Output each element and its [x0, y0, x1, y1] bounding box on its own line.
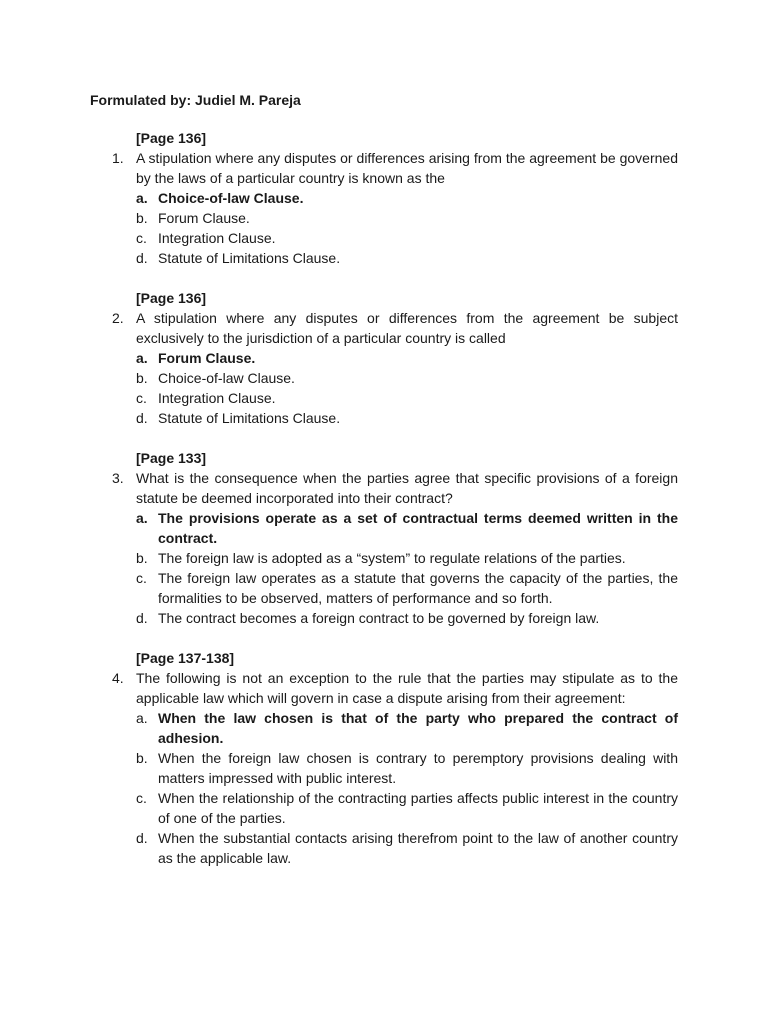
answer-option	[136, 248, 678, 268]
answer-option	[136, 748, 678, 788]
option-text: Statute of Limitations Clause.	[158, 410, 341, 426]
option-letter: d.	[136, 410, 148, 426]
question-number: 2.	[112, 310, 124, 326]
question-number: 3.	[112, 470, 124, 486]
question-list	[112, 128, 678, 888]
answer-option	[136, 368, 678, 388]
page-reference: [Page 136]	[136, 290, 207, 306]
question-block	[112, 128, 678, 268]
option-letter: b.	[136, 750, 148, 766]
question-stem	[112, 148, 678, 188]
option-text: When the substantial contacts arising therefrom point to the law of another country as the applicable law.	[158, 830, 678, 866]
option-letter: b.	[136, 550, 148, 566]
option-text: The contract becomes a foreign contract to be governed by foreign law.	[158, 610, 600, 626]
answer-options	[112, 348, 678, 428]
option-text: Integration Clause.	[158, 390, 276, 406]
question-stem	[112, 668, 678, 708]
correct-answer-option	[136, 188, 678, 208]
option-letter: d.	[136, 610, 148, 626]
answer-option	[136, 408, 678, 428]
option-letter: b.	[136, 210, 148, 226]
option-text: Choice-of-law Clause.	[158, 370, 295, 386]
option-letter: c.	[136, 570, 147, 586]
option-text: Statute of Limitations Clause.	[158, 250, 341, 266]
option-text: The provisions operate as a set of contractual terms deemed written in the contract.	[158, 510, 678, 546]
option-letter: c.	[136, 230, 147, 246]
correct-answer-option	[136, 508, 678, 548]
question-stem	[112, 308, 678, 348]
correct-answer-option	[136, 348, 678, 368]
page-reference: [Page 133]	[136, 450, 207, 466]
answer-option	[136, 388, 678, 408]
option-letter: d.	[136, 250, 148, 266]
author-line: Formulated by: Judiel M. Pareja	[90, 92, 301, 108]
option-letter: c.	[136, 390, 147, 406]
option-letter: a.	[136, 710, 148, 726]
answer-options	[112, 508, 678, 628]
option-letter: a.	[136, 510, 148, 526]
answer-option	[136, 828, 678, 868]
option-text: Forum Clause.	[158, 210, 250, 226]
option-text: Forum Clause.	[158, 350, 256, 366]
question-text: The following is not an exception to the rule that the parties may stipulate as to the applicable law which will govern in case a dispute arising from their agreement:	[136, 670, 678, 706]
question-block	[112, 448, 678, 628]
option-text: When the law chosen is that of the party who prepared the contract of adhesion.	[158, 710, 678, 746]
option-letter: a.	[136, 190, 148, 206]
question-text: A stipulation where any disputes or differences arising from the agreement be governed by the laws of a particular country is known as the	[136, 150, 678, 186]
page-reference: [Page 137-138]	[136, 650, 235, 666]
question-number: 1.	[112, 150, 124, 166]
question-text: What is the consequence when the parties agree that specific provisions of a foreign statute be deemed incorporated into their contract?	[136, 470, 678, 506]
answer-options	[112, 708, 678, 868]
answer-option	[136, 568, 678, 608]
option-text: Choice-of-law Clause.	[158, 190, 304, 206]
page-reference: [Page 136]	[136, 130, 207, 146]
option-text: The foreign law operates as a statute that governs the capacity of the parties, the formalities to be observed, matters of performance and so forth.	[158, 570, 678, 606]
question-block	[112, 648, 678, 868]
option-text: When the relationship of the contracting parties affects public interest in the country of one of the parties.	[158, 790, 678, 826]
option-letter: b.	[136, 370, 148, 386]
option-text: The foreign law is adopted as a “system” to regulate relations of the parties.	[158, 550, 626, 566]
option-letter: c.	[136, 790, 147, 806]
option-text: Integration Clause.	[158, 230, 276, 246]
question-block	[112, 288, 678, 428]
answer-option	[136, 548, 678, 568]
answer-options	[112, 188, 678, 268]
option-text: When the foreign law chosen is contrary to peremptory provisions dealing with matters impressed with public interest.	[158, 750, 678, 786]
question-number: 4.	[112, 670, 124, 686]
option-letter: d.	[136, 830, 148, 846]
correct-answer-option	[136, 708, 678, 748]
option-letter: a.	[136, 350, 148, 366]
answer-option	[136, 208, 678, 228]
answer-option	[136, 228, 678, 248]
answer-option	[136, 788, 678, 828]
question-text: A stipulation where any disputes or differences from the agreement be subject exclusively to the jurisdiction of a particular country is called	[136, 310, 678, 346]
answer-option	[136, 608, 678, 628]
question-stem	[112, 468, 678, 508]
